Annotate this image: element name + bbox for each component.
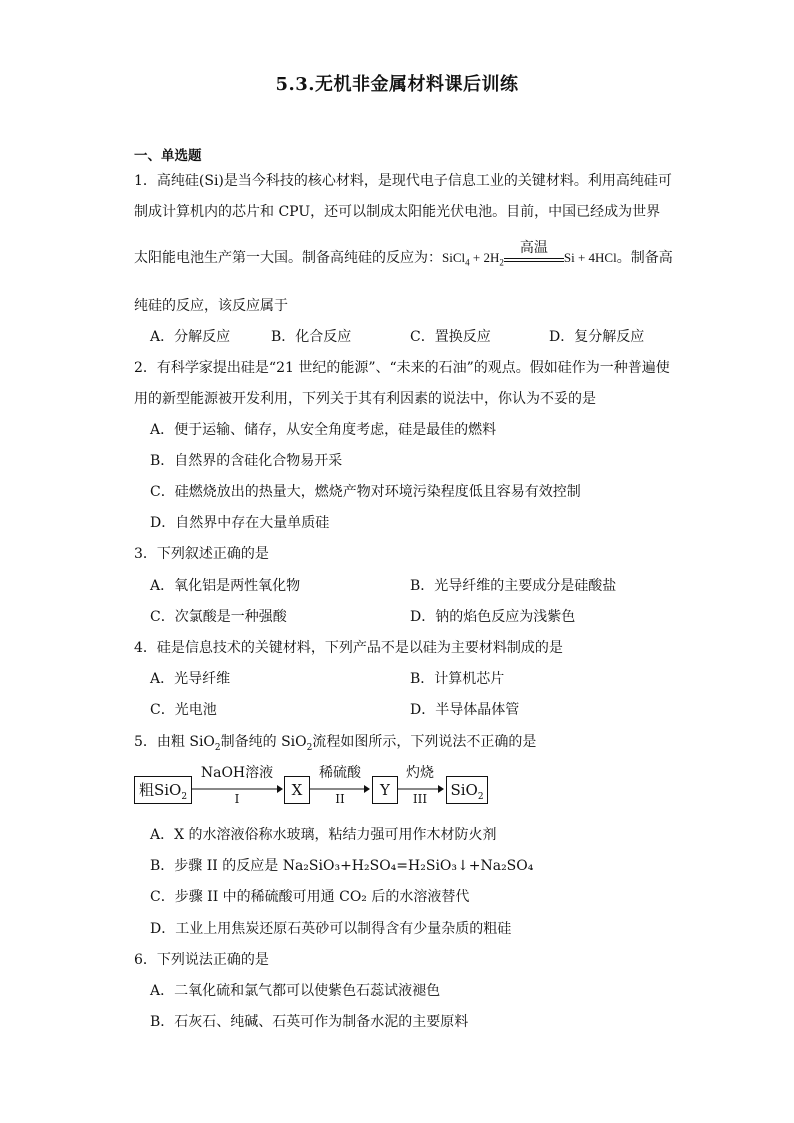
reaction-condition <box>504 241 564 262</box>
flow-step1-number: I <box>234 792 240 806</box>
q3-option-a[interactable]: A．氧化铝是两性氧化物 <box>150 578 301 594</box>
eq-products: Si + 4HCl <box>563 250 617 265</box>
eq-h2: + 2H <box>469 250 500 265</box>
q2-option-c[interactable]: C．硅燃烧放出的热量大，燃烧产物对环境污染程度低且容易有效控制 <box>150 484 581 500</box>
q1-option-b[interactable]: B．化合反应 <box>271 329 352 345</box>
q1-option-a[interactable]: A．分解反应 <box>150 329 231 345</box>
eq-sicl-sub: 4 <box>465 257 470 268</box>
page-title: 5.3.无机非金属材料课后训练 <box>275 74 519 95</box>
flow-box-y: Y <box>372 776 398 804</box>
flow-box-crude-sio2 <box>134 776 192 804</box>
q4-option-d[interactable]: D．半导体晶体管 <box>410 702 520 718</box>
q6-option-b[interactable]: B．石灰石、纯碱、石英可作为制备水泥的主要原料 <box>150 1014 469 1030</box>
eq-h2-sub: 2 <box>499 257 504 268</box>
q5-option-b[interactable]: B．步骤 II 的反应是 Na₂SiO₃+H₂SO₄=H₂SiO₃↓+Na₂SO₄ <box>150 858 534 874</box>
q5-text-post: 流程如图所示，下列说法不正确的是 <box>312 734 537 750</box>
equals-sign <box>504 258 564 262</box>
flow-box-pure-sio2 <box>446 776 488 804</box>
q3-option-c[interactable]: C．次氯酸是一种强酸 <box>150 609 287 625</box>
q2-text-line1: 2．有科学家提出硅是“21 世纪的能源”、“未来的石油”的观点。假如硅作为一种普遍使 <box>134 360 670 376</box>
q1-option-d[interactable]: D．复分解反应 <box>549 329 645 345</box>
section-heading: 一、单选题 <box>134 148 202 164</box>
condition-label: 高温 <box>519 241 548 256</box>
q5-option-d[interactable]: D．工业上用焦炭还原石英砂可以制得含有少量杂质的粗硅 <box>150 921 512 937</box>
q4-option-c[interactable]: C．光电池 <box>150 702 217 718</box>
q6-option-a[interactable]: A．二氧化硫和氯气都可以使紫色石蕊试液褪色 <box>150 983 441 999</box>
flow-step2-reagent: 稀硫酸 <box>319 765 361 781</box>
q1-text-line2: 制成计算机内的芯片和 CPU，还可以制成太阳能光伏电池。目前，中国已经成为世界 <box>134 204 661 220</box>
q3-option-b[interactable]: B．光导纤维的主要成分是硅酸盐 <box>410 578 617 594</box>
q2-option-d[interactable]: D．自然界中存在大量单质硅 <box>150 515 330 531</box>
q4-option-a[interactable]: A．光导纤维 <box>150 671 231 687</box>
q1-text-line3 <box>134 241 673 272</box>
q4-text: 4．硅是信息技术的关键材料，下列产品不是以硅为主要材料制成的是 <box>134 640 563 656</box>
q4-option-b[interactable]: B．计算机芯片 <box>410 671 505 687</box>
q1-line3-post: 。制备高 <box>616 250 673 266</box>
flow-step2-number: II <box>335 792 345 806</box>
eq-sicl: SiCl <box>442 250 466 265</box>
q1-text-line1: 1．高纯硅(Si)是当今科技的核心材料，是现代电子信息工业的关键材料。利用高纯硅可 <box>134 173 672 189</box>
q3-option-d[interactable]: D．钠的焰色反应为浅紫色 <box>410 609 576 625</box>
process-flow-diagram <box>134 766 494 810</box>
q2-option-b[interactable]: B．自然界的含硅化合物易开采 <box>150 453 343 469</box>
q5-text-pre: 5．由粗 SiO <box>134 734 215 750</box>
q1-line3-pre: 太阳能电池生产第一大国。制备高纯硅的反应为： <box>134 250 442 266</box>
q2-text-line2: 用的新型能源被开发利用，下列关于其有利因素的说法中，你认为不妥的是 <box>134 391 596 407</box>
flow-box1-sub: 2 <box>181 792 188 802</box>
q3-text: 3．下列叙述正确的是 <box>134 546 269 562</box>
flow-box1-label: 粗SiO <box>138 781 182 799</box>
flow-box4-sub: 2 <box>477 792 484 802</box>
q5-text: 5．由粗 SiO$_2$制备纯的 SiO$_2$流程如图所示，下列说法不正确的是 <box>134 734 537 753</box>
flow-box4-label: SiO <box>450 781 478 799</box>
q5-text-mid: 制备纯的 SiO <box>220 734 307 750</box>
q2-option-a[interactable]: A．便于运输、储存，从安全角度考虑，硅是最佳的燃料 <box>150 422 497 438</box>
reaction-equation <box>442 241 617 268</box>
flow-step3-number: III <box>412 792 428 806</box>
q1-option-c[interactable]: C．置换反应 <box>410 329 491 345</box>
q1-text-line4: 纯硅的反应，该反应属于 <box>134 298 288 314</box>
q5-option-c[interactable]: C．步骤 II 中的稀硫酸可用通 CO₂ 后的水溶液替代 <box>150 889 470 905</box>
q5-option-a[interactable]: A．X 的水溶液俗称水玻璃，粘结力强可用作木材防火剂 <box>150 827 497 843</box>
flow-step3-reagent: 灼烧 <box>406 765 434 781</box>
flow-step1-reagent: NaOH溶液 <box>200 765 274 781</box>
q6-text: 6．下列说法正确的是 <box>134 952 269 968</box>
flow-box-x: X <box>284 776 310 804</box>
